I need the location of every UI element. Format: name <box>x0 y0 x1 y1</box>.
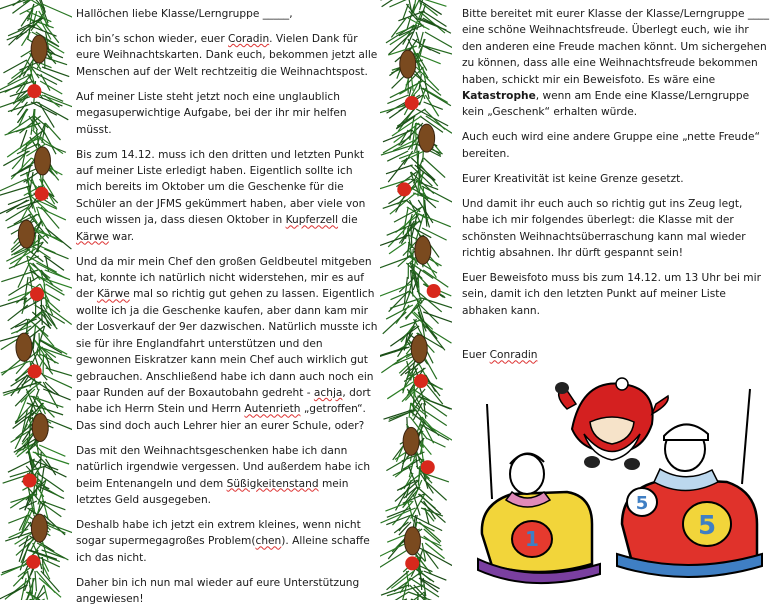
paragraph-task: Auf meiner Liste steht jetzt noch eine unglaublich megasuperwichtige Aufgabe, bei der ihr mir helfen müsst. <box>76 89 381 138</box>
paragraph-kaerwe: Und da mir mein Chef den großen Geldbeutel mitgeben hat, konnte ich natürlich nicht widerstehen, mir es auf der Kärwe mal so richtig gut gehen zu lassen. Eigentlich wollte ich ja die Geschenke kaufen, aber dann kam mir der Losverkauf der 9er dazwischen. Natürlich musste ich sie für ihre Englandfahrt unterstützen und den gewonnen Eiskratzer kann mein Chef auch wirklich gut gebrauchen. Anschließend habe ich dann auch noch ein paar Runden auf der Boxautobahn gedreht - achja, dort habe ich Herrn Stein und Herrn Autenrieth „getroffen“. Das sind doch auch Lehrer hier an eurer Schule, oder? <box>76 254 381 434</box>
greeting: Hallöchen liebe Klasse/Lerngruppe _____, <box>76 6 381 22</box>
word-katastrophe: Katastrophe <box>462 90 536 102</box>
fir-branch-decoration-left <box>0 0 72 600</box>
paragraph-problem: Deshalb habe ich jetzt ein extrem kleines, wenn nicht sogar supermegagroßes Problem(chen). Alleine schaffe ich das nicht. <box>76 517 381 566</box>
car-number-1: 1 <box>525 527 539 551</box>
fir-garland-middle <box>380 0 452 600</box>
paragraph-photo-deadline: Euer Beweisfoto muss bis zum 14.12. um 13 Uhr bei mir sein, damit ich den letzten Punkt auf meiner Liste abhaken kann. <box>462 270 772 319</box>
paragraph-other-group: Auch euch wird eine andere Gruppe eine „nette Freude“ bereiten. <box>462 129 772 162</box>
car-number-5a: 5 <box>636 493 649 514</box>
signature: Euer Conradin <box>462 347 772 363</box>
bumper-car-santa-illustration <box>472 374 764 592</box>
paragraph-deadline: Bis zum 14.12. muss ich den dritten und letzten Punkt auf meiner Liste erledigt haben. Eigentlich sollte ich mich bereits im Oktober um die Geschenke für die Schüler an der JFMS gekümmert haben, aber viele von euch wissen ja, dass diesen Oktober in Kupferzell die Kärwe war. <box>76 147 381 245</box>
car-number-5b: 5 <box>698 511 716 541</box>
paragraph-request: Bitte bereitet mit eurer Klasse der Klasse/Lerngruppe ____ eine schöne Weihnachtsfreude. Überlegt euch, wie ihr den anderen eine Freude machen könnt. Um sichergehen zu können, dass alle eine Weihnachtsfreude bekommen haben, schickt mir ein Beweisfoto. Es wäre eine Katastrophe, wenn am Ende eine Klasse/Lerngruppe kein „Geschenk“ erhalten würde. <box>462 6 772 121</box>
letter-right-column <box>462 0 772 372</box>
paragraph-help: Daher bin ich nun mal wieder auf eure Unterstützung angewiesen! <box>76 575 381 608</box>
paragraph-prize: Und damit ihr euch auch so richtig gut ins Zeug legt, habe ich mir folgendes überlegt: die Klasse mit der schönsten Weihnachtsüberraschung kann mal wieder richtig absahnen. Ihr dürft gespannt sein! <box>462 196 772 262</box>
letter-left-column <box>76 0 381 616</box>
fir-branch-decoration-middle <box>380 0 452 600</box>
paragraph-forgot: Das mit den Weihnachtsgeschenken habe ich dann natürlich irgendwie vergessen. Und außerdem habe ich beim Entenangeln und dem Süßigkeitenstand mein letztes Geld ausgegeben. <box>76 443 381 509</box>
santa-figure <box>555 378 668 470</box>
fir-garland-left <box>0 0 72 600</box>
signature-name: Conradin <box>490 349 538 361</box>
name-coradin: Coradin <box>228 33 269 45</box>
paragraph-creativity: Eurer Kreativität ist keine Grenze gesetzt. <box>462 171 772 187</box>
paragraph-thanks: ich bin’s schon wieder, euer Coradin. Vielen Dank für eure Weihnachtskarten. Dank euch, bekommen jetzt alle Menschen auf der Welt rechtzeitig die Weihnachtspost. <box>76 31 381 80</box>
